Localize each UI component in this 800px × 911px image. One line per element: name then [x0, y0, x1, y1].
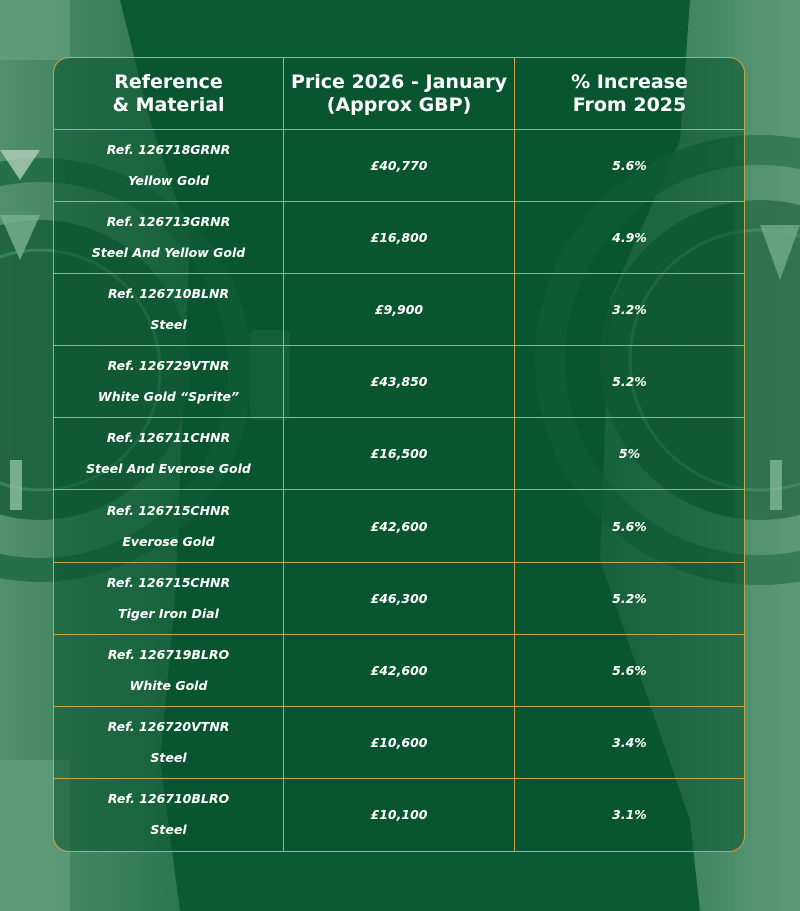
price-cell: £16,500 — [284, 418, 515, 490]
increase-cell: 4.9% — [515, 202, 744, 274]
material-label: Everose Gold — [122, 533, 215, 549]
header-price-line2: (Approx GBP) — [326, 93, 472, 116]
header-increase-line1: % Increase — [571, 70, 688, 93]
price-table — [53, 57, 745, 852]
material-label: Tiger Iron Dial — [118, 605, 219, 621]
reference-number: Ref. 126710BLNR — [107, 286, 230, 302]
price-cell: £43,850 — [284, 346, 515, 418]
increase-cell: 5.6% — [515, 635, 744, 707]
reference-number: Ref. 126710BLRO — [107, 791, 230, 807]
price-cell: £46,300 — [284, 563, 515, 635]
increase-cell: 5% — [515, 418, 744, 490]
increase-cell: 3.1% — [612, 807, 647, 823]
reference-cell — [54, 635, 284, 707]
increase-cell: 3.2% — [515, 274, 744, 346]
price-table-grid — [54, 58, 744, 851]
price-cell: £10,600 — [284, 707, 515, 779]
material-label: Yellow Gold — [127, 173, 210, 189]
material-label: Steel And Yellow Gold — [91, 245, 246, 261]
price-cell: £9,900 — [284, 274, 515, 346]
reference-number: Ref. 126718GRNR — [106, 142, 231, 158]
reference-cell — [54, 707, 284, 779]
reference-number: Ref. 126719BLRO — [107, 646, 230, 662]
increase-cell: 3.4% — [515, 707, 744, 779]
reference-cell — [54, 490, 284, 562]
header-price — [284, 58, 515, 130]
material-label: Steel — [150, 749, 187, 765]
header-increase-line2: From 2025 — [572, 93, 687, 116]
price-cell: £16,800 — [284, 202, 515, 274]
material-label: Steel — [150, 317, 187, 333]
header-reference-line1: Reference — [114, 70, 223, 93]
reference-cell — [54, 563, 284, 635]
material-label: Steel And Everose Gold — [86, 461, 251, 477]
header-reference-material — [54, 58, 284, 130]
reference-number: Ref. 126729VTNR — [107, 358, 230, 374]
reference-cell — [54, 130, 284, 202]
increase-cell: 5.6% — [515, 490, 744, 562]
reference-cell — [54, 346, 284, 418]
price-cell: £42,600 — [284, 490, 515, 562]
material-label: White Gold “Sprite” — [97, 389, 240, 405]
reference-number: Ref. 126720VTNR — [107, 718, 230, 734]
increase-cell: 5.6% — [515, 130, 744, 202]
increase-cell: 5.2% — [515, 563, 744, 635]
reference-cell — [54, 779, 284, 851]
reference-cell — [54, 202, 284, 274]
reference-cell — [54, 274, 284, 346]
reference-number: Ref. 126711CHNR — [106, 430, 231, 446]
material-label: White Gold — [129, 677, 208, 693]
header-increase — [515, 58, 744, 130]
increase-cell: 5.2% — [515, 346, 744, 418]
price-cell: £42,600 — [284, 635, 515, 707]
price-cell: £10,100 — [284, 779, 515, 851]
reference-number: Ref. 126713GRNR — [106, 214, 231, 230]
reference-number: Ref. 126715CHNR — [106, 574, 231, 590]
price-cell: £40,770 — [284, 130, 515, 202]
header-price-line1: Price 2026 - January — [290, 70, 508, 93]
material-label: Steel — [150, 822, 187, 838]
reference-cell — [54, 418, 284, 490]
reference-number: Ref. 126715CHNR — [106, 502, 231, 518]
header-reference-line2: & Material — [112, 93, 225, 116]
